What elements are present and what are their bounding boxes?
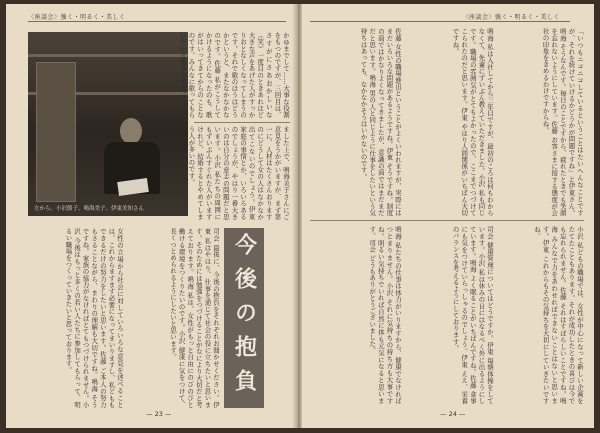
text-column-bottom-left: 司会 最後に、今後の抱負をそれぞれお聞かせください。伊東 私はやはり、仕事を通じて社会の役に立ちたいと思います。そのためには勉強をつづけることがなにより大切だと考えております。鳴海 私は、女性がもっと自由にのびのびと働ける環境をつくりたいのです。小沢 健康に気をつけて、長くつとめられるようにしたいと思います。 xyxy=(169,228,220,408)
column-rule xyxy=(310,220,584,221)
text-column-bottom-right: 女性の立場から社会に対していろいろな意見を述べることは、これからますます必要になってまいりますし、私どももできるだけの努力をしたいと思います。佐藤 ご本人の努力もさることながら、まわりの理解も大切ですね。鳴海 そうですね。家族の協力がなければとてもつづけられません。小沢 今後はもっと多くの若い人たちに参加してもらって、明るい職場をつくっていきたいと思っております。 xyxy=(64,228,124,408)
running-head: 〈座談会〉強く・明るく・美しく xyxy=(462,14,560,21)
running-head: 〈座談会〉強く・明るく・美しく xyxy=(28,14,126,21)
photo-person-head xyxy=(120,118,142,144)
text-column-bottom-left: 鳴海 私たちの仕事は体力がいりますから、健康でなければつとまりません。小沢 それに気持ちの持ち方も大事ですね。明るい気持ちでいれば自然に体も元気になると思います。司会 どうもありがとうございました。 xyxy=(368,226,402,404)
photo-cabinet xyxy=(36,62,76,202)
right-page xyxy=(302,4,594,428)
section-title: 今後の抱負 xyxy=(224,228,264,408)
column-rule xyxy=(194,122,290,123)
text-column-top-right: 「いつもニコニコしているということはたいへんなことですが、それを続けていけるかどうかが問題ですね」と伊東さん。鳴海 そうなんです。毎日のことですから、疲れたときでも笑顔を忘れないようにしています。佐藤 お客さまに接する態度が会社の印象をきめるわけですからね。 xyxy=(541,28,584,216)
left-page xyxy=(6,4,296,428)
text-column-top-left: ました上で、鳴海美子さんにご意見をうかがいますが、まず第一に、人材はたくさんおりますのにどうして女の人はなかなか出てこないのでしょう。伊東 家庭の事情とか、いろいろあるのでしょうが、やはり一番大きいのは自分の意志の問題だと思います。小沢 私たちの周囲にもずいぶんすぐれた人がいますけれど、結婚するとやめてしまう人が多いのです。 xyxy=(187,126,290,220)
page-number: — 23 — xyxy=(146,410,172,418)
text-column-bottom-right: 小沢 私どもの職場では、女性が中心になって新しい企画をたてたこともあります。それが成功したときの喜びは今でも忘れられません。佐藤 それはすばらしいことですね。鳴海 みんなで力をあわせればできないことはないと思います。伊東 これからもその気持ちを大切にしていきたいですね。 xyxy=(533,226,584,404)
page-number: — 24 — xyxy=(440,410,466,418)
text-column-top-mid: 鳴海 私は入社してから三年目ですが、最初のころは何もわからなくて、先輩にずいぶん教えていただきました。小沢 私も同じです。職場の雰囲気がとてもよかったので、ここまでつづけてこられたのだと思います。伊東 やはり人間関係がいちばん大切ですね。 xyxy=(451,28,494,216)
header-rule xyxy=(310,21,570,22)
photo-caption: 左から、小沢節子、鳴海美子、伊東美知さん xyxy=(34,206,145,212)
interview-photo xyxy=(28,32,188,216)
text-column-top-left: 佐藤 女性の職場進出ということがよくいわれますが、実際にはまだいろいろな問題があるようですね。伊東 そうですね。制度の面ではかなりよくなってきましたが、意識の面ではまだまだだと思います。鳴海 男の人と同じように仕事をしたいという気持ちはあっても、なかなかそうはいかないのです。 xyxy=(359,28,402,216)
text-column-bottom-mid: 司会 健康管理についてはどうですか。伊東 毎朝体操をしています。小沢 私は休みの日にはなるべく外に出るようにしています。鳴海 よく眠ることがいちばんですね。佐藤 食事にも気をつけていらっしゃるのでしょう。伊東 ええ、栄養のバランスを考えるようにしております。 xyxy=(451,226,494,404)
header-rule xyxy=(28,21,286,22)
photo-shelf xyxy=(28,54,188,57)
text-column-top-right: かゆまでして……大事な役割をもつのですが、三回目は、さすがにさあおかしいな（笑）一度目のときあれほど大きな声をあげた人がすっかりおとなしくなってしまうのです。それで歌のほうはどうかというと、またなかなかなのです。佐藤 私がこうしてかけるようになったのも、歌がはいってきてからのことなのです。みんなに歌ってもらいたいと思うのです。 xyxy=(178,32,290,118)
